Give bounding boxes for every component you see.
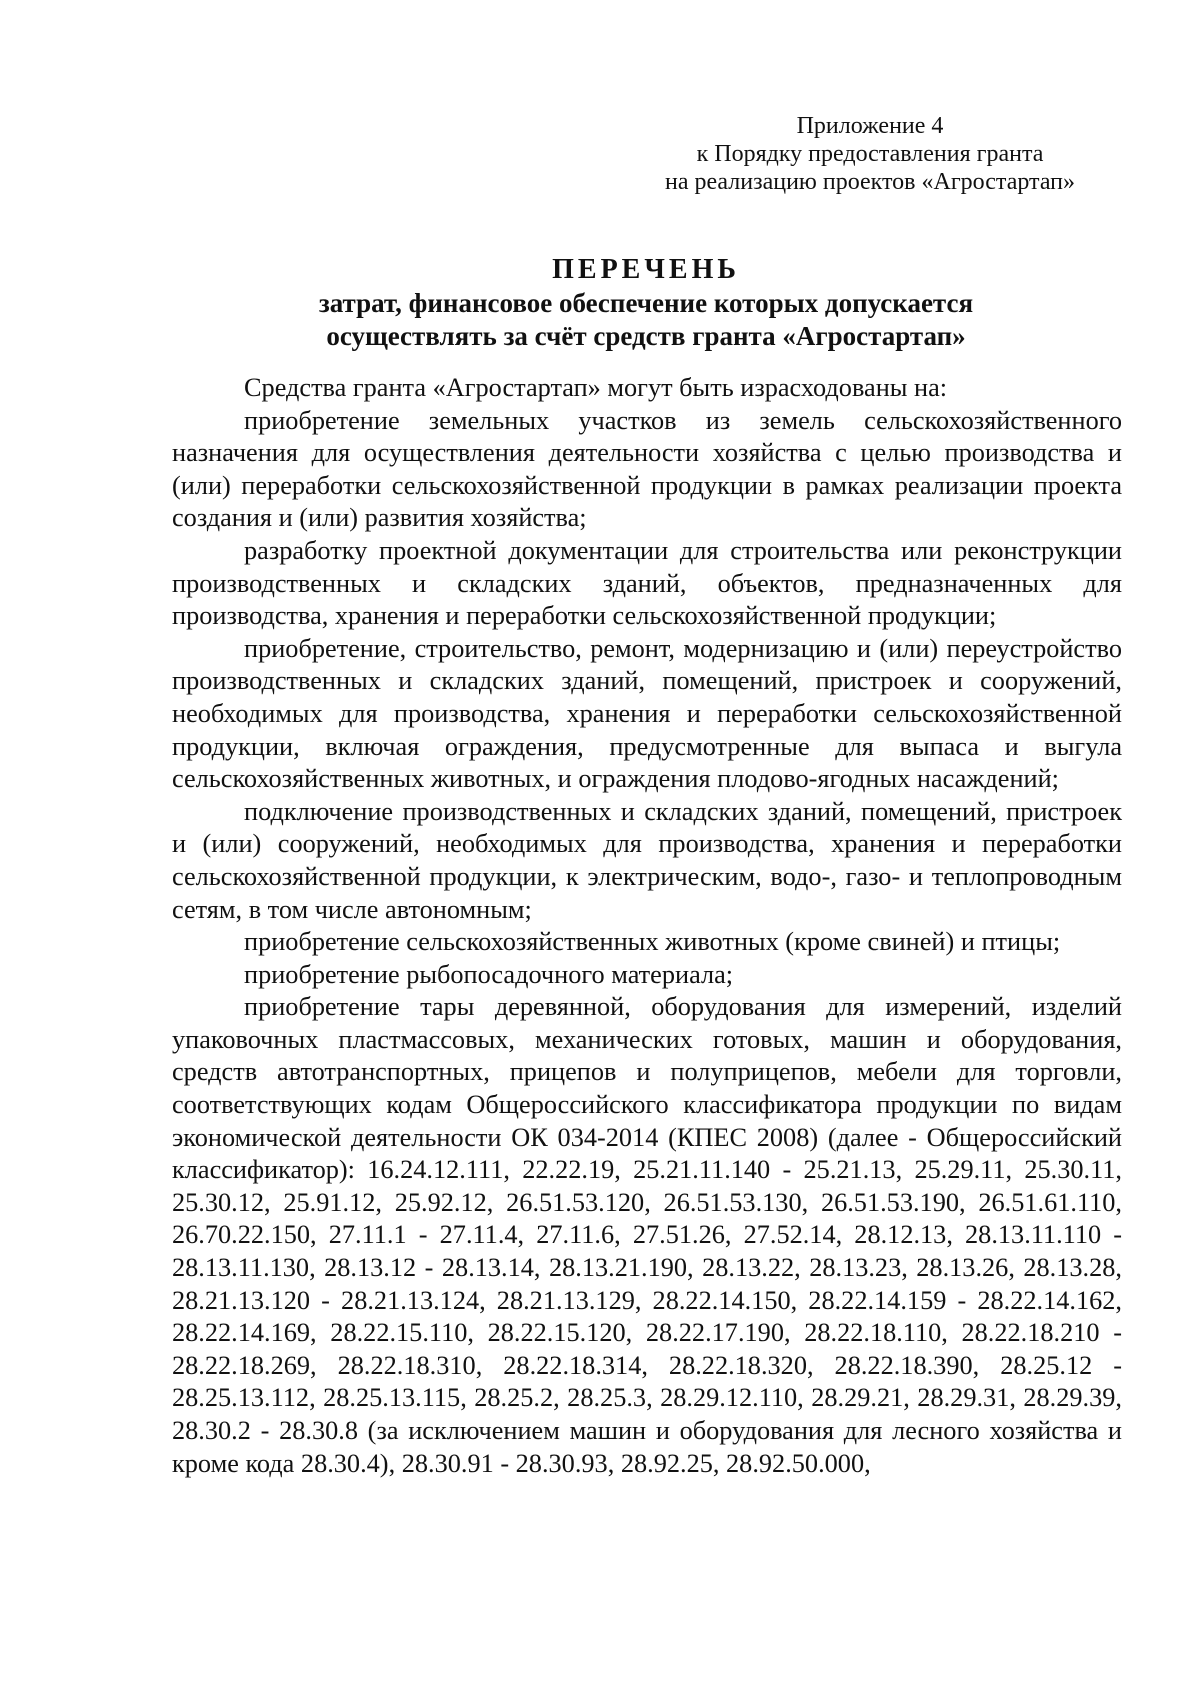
paragraph-utility-connection: подключение производственных и складских зданий, помещений, пристроек и (или) сооружений, необходимых для производства, хранения и переработки сельскохозяйственной продукции, к электрическим, водо-, газо- и теплопроводным сетям, в том числе автономным; xyxy=(172,796,1122,924)
annex-project-line: на реализацию проектов «Агростартап» xyxy=(664,169,1075,195)
paragraph-land-purchase: приобретение земельных участков из земель сельскохозяйственного назначения для осуществления деятельности хозяйства с целью производства и (или) переработки сельскохозяйственной продукции в рамках реализации проекта создания и (или) развития хозяйства; xyxy=(172,405,1122,533)
title-subheading-line-2: осуществлять за счёт средств гранта «Агростартап» xyxy=(326,321,966,351)
annex-reference-line: к Порядку предоставления гранта xyxy=(696,141,1044,167)
document-body xyxy=(172,372,1122,1480)
paragraph-fish-stock: приобретение рыбопосадочного материала; xyxy=(244,959,734,989)
annex-header xyxy=(660,112,1080,196)
paragraph-equipment: приобретение тары деревянной, оборудования для измерений, изделий упаковочных пластмассовых, механических готовых, машин и оборудования, средств автотранспортных, прицепов и полуприцепов, мебели для торговли, соответствующих кодам Общероссийского классификатора продукции по видам экономической деятельности ОК 034-2014 (КПЕС 2008) (далее - Общероссийский классификатор): 16.24.12.111, 22.22.19, 25.21.11.140 - 25.21.13, 25.29.11, 25.30.11, 25.30.12, 25.91.12, 25.92.12, 26.51.53.120, 26.51.53.130, 26.51.53.190, 26.51.61.110, 26.70.22.150, 27.11.1 - 27.11.4, 27.11.6, 27.51.26, 27.52.14, 28.12.13, 28.13.11.110 - 28.13.11.130, 28.13.12 - 28.13.14, 28.13.21.190, 28.13.22, 28.13.23, 28.13.26, 28.13.28, 28.21.13.120 - 28.21.13.124, 28.21.13.129, 28.22.14.150, 28.22.14.159 - 28.22.14.162, 28.22.14.169, 28.22.15.110, 28.22.15.120, 28.22.17.190, 28.22.18.110, 28.22.18.210 - 28.22.18.269, 28.22.18.310, 28.22.18.314, 28.22.18.320, 28.22.18.390, 28.25.12 - 28.25.13.112, 28.25.13.115, 28.25.2, 28.25.3, 28.29.12.110, 28.29.21, 28.29.31, 28.29.39, 28.30.2 - 28.30.8 (за исключением машин и оборудования для лесного хозяйства и кроме кода 28.30.4), 28.30.91 - 28.30.93, 28.92.25, 28.92.50.000, xyxy=(172,992,1122,1478)
title-heading: ПЕРЕЧЕНЬ xyxy=(552,254,740,285)
document-title xyxy=(170,253,1122,353)
paragraph-design-docs: разработку проектной документации для строительства или реконструкции производственных и складских зданий, объектов, предназначенных для производства, хранения и переработки сельскохозяйственной продукции; xyxy=(172,535,1122,631)
paragraph-animals: приобретение сельскохозяйственных животных (кроме свиней) и птицы; xyxy=(244,927,1061,957)
annex-number: Приложение 4 xyxy=(796,113,944,139)
intro-paragraph: Средства гранта «Агростартап» могут быть израсходованы на: xyxy=(244,373,948,402)
paragraph-buildings: приобретение, строительство, ремонт, модернизацию и (или) переустройство производственных и складских зданий, помещений, пристроек и сооружений, необходимых для производства, хранения и переработки сельскохозяйственной продукции, включая ограждения, предусмотренные для выпаса и выгула сельскохозяйственных животных, и ограждения плодово-ягодных насаждений; xyxy=(172,633,1122,794)
title-subheading-line-1: затрат, финансовое обеспечение которых допускается xyxy=(318,288,974,318)
